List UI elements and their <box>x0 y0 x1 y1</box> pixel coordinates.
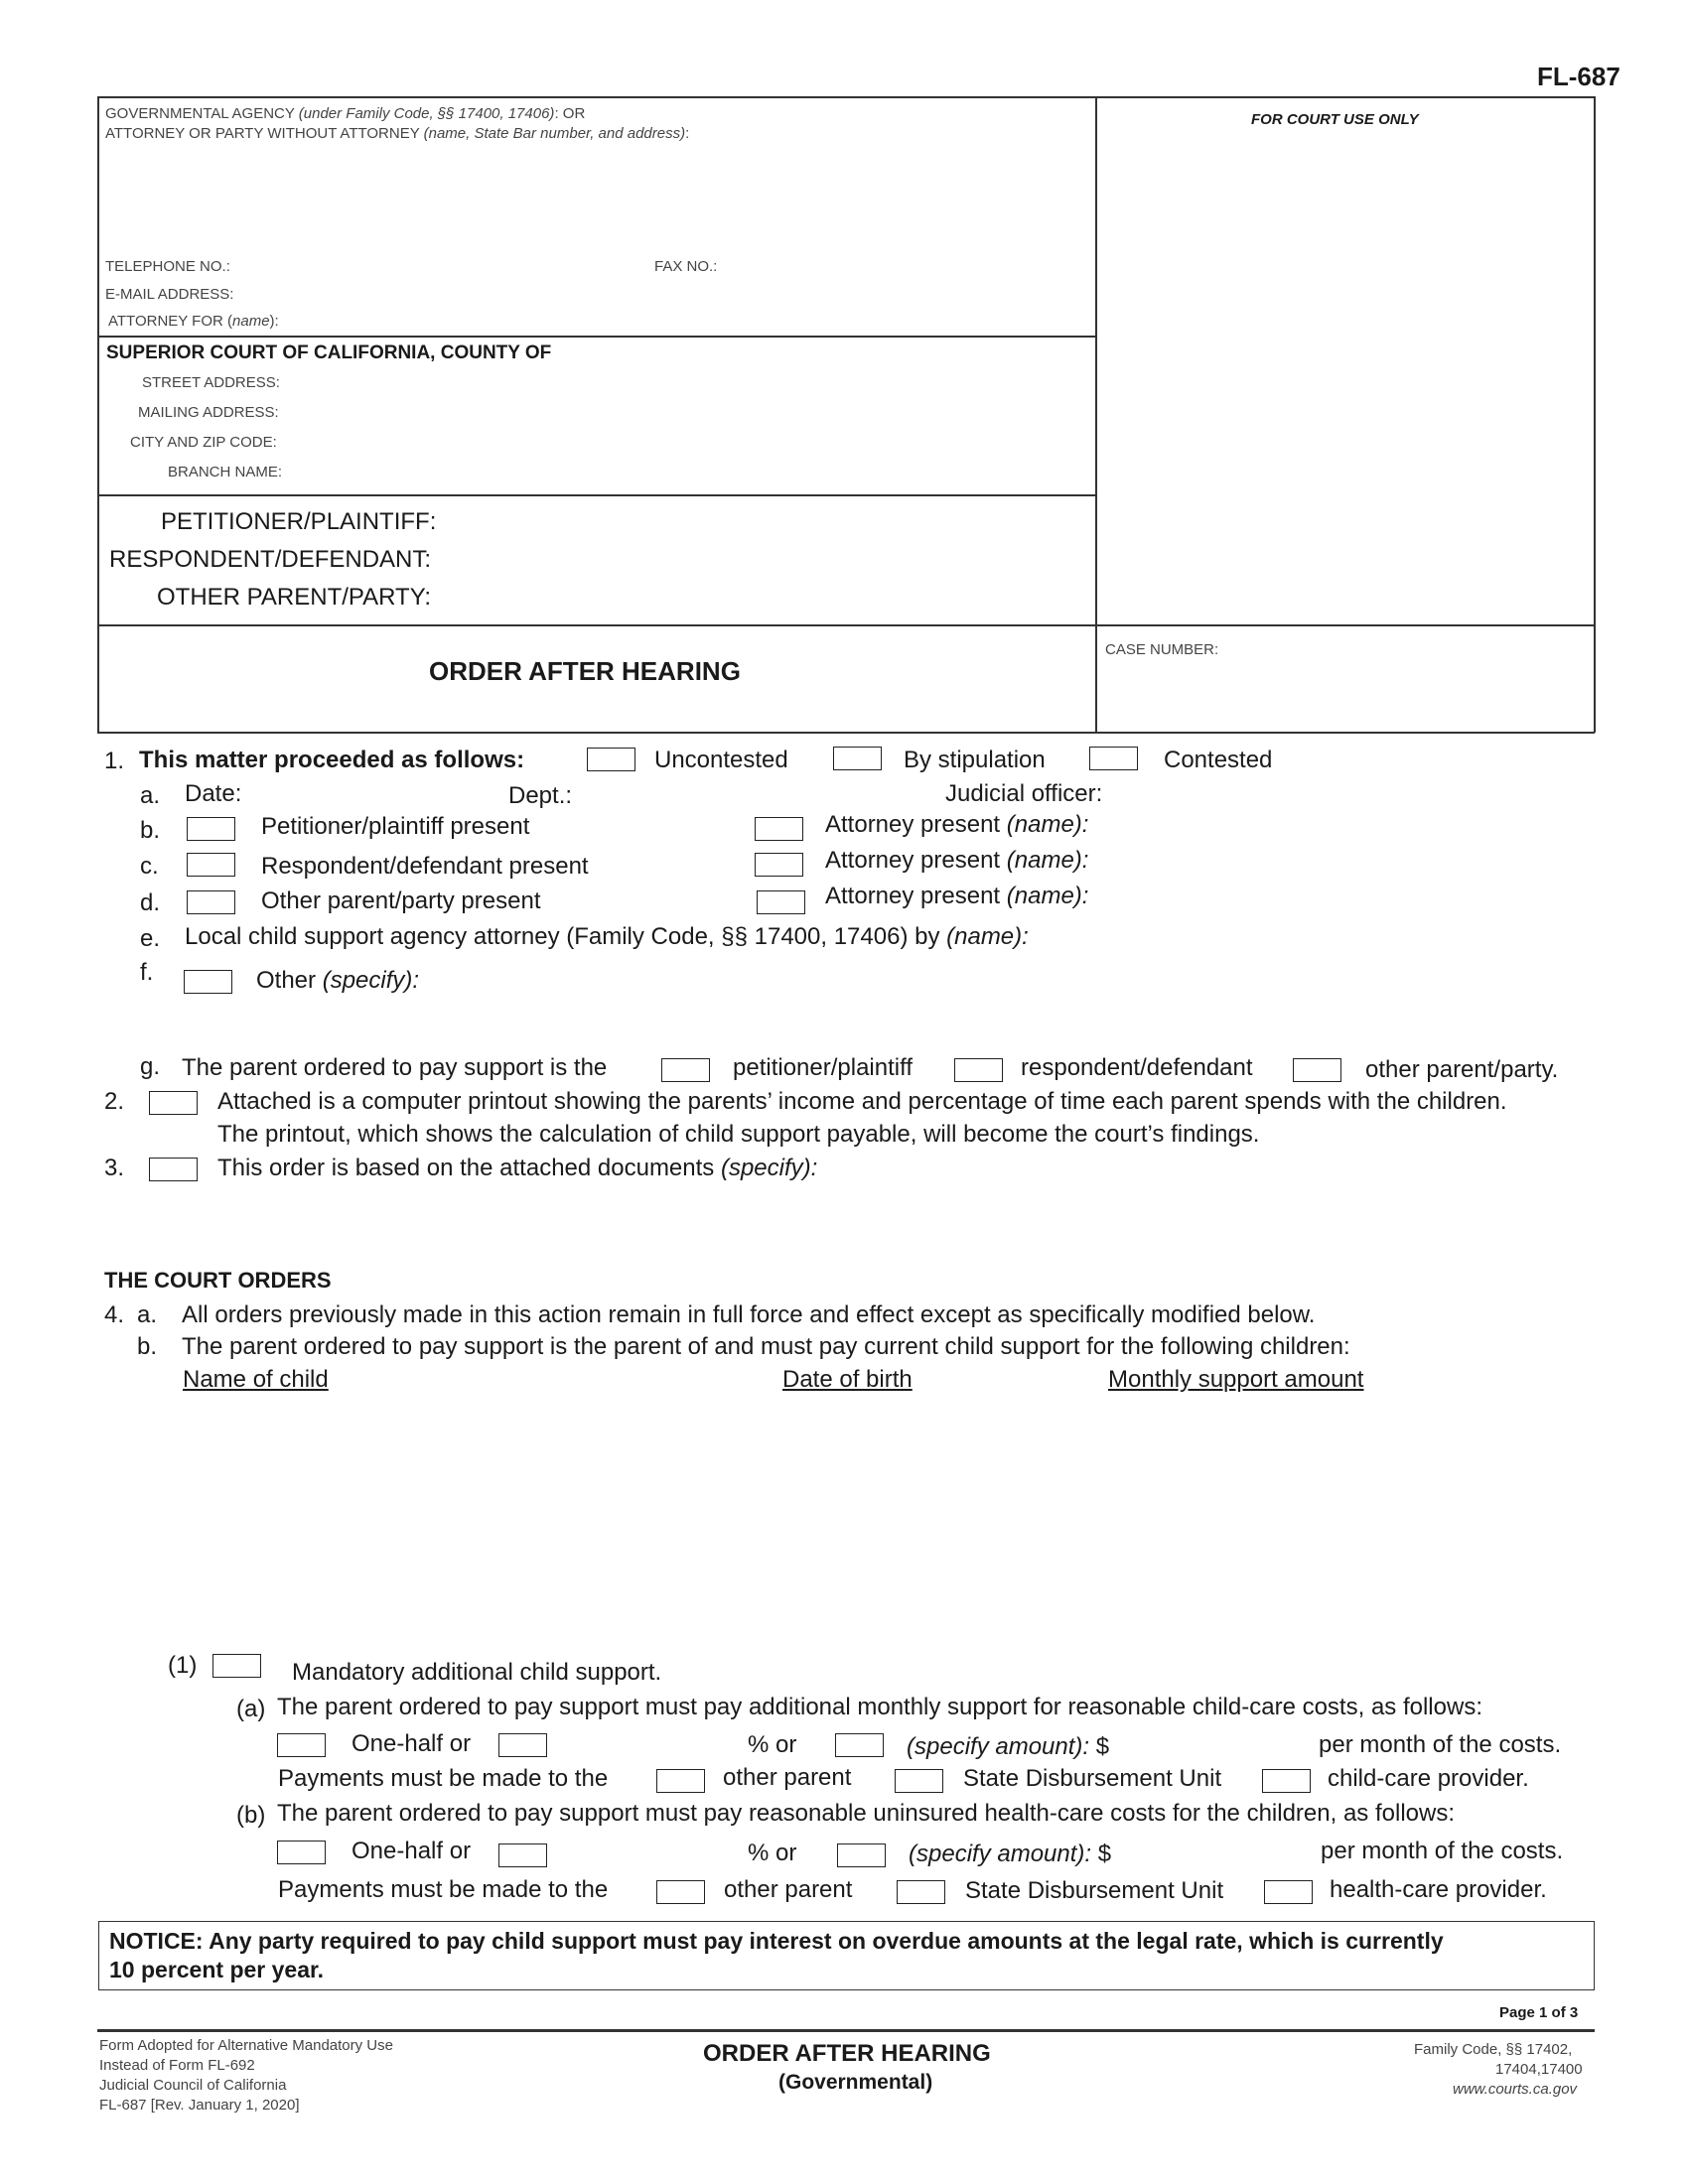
computer-printout-checkbox[interactable] <box>149 1091 198 1115</box>
caption-divider <box>1095 96 1097 733</box>
item1-label: This matter proceeded as follows: <box>139 747 525 773</box>
payor-petitioner-checkbox[interactable] <box>661 1058 710 1082</box>
footer-subtitle: (Governmental) <box>778 2071 933 2094</box>
printout-line1: Attached is a computer printout showing the parents’ income and percentage of time each parent spends with the children. <box>217 1088 1507 1115</box>
mandatory-additional-checkbox[interactable] <box>212 1654 261 1678</box>
email-label: E-MAIL ADDRESS: <box>105 286 234 303</box>
prior-orders-text: All orders previously made in this action remain in full force and effect except as specifically modified below. <box>182 1301 1316 1328</box>
healthcare-one-half-label: One-half or <box>352 1838 472 1864</box>
parties-box-bottom <box>97 624 1595 626</box>
mandatory-additional-label: Mandatory additional child support. <box>292 1659 662 1686</box>
healthcare-percent-label: % or <box>748 1840 797 1866</box>
printout-line2: The printout, which shows the calculation of child support payable, will become the court’s findings. <box>217 1121 1260 1148</box>
caption-top-border <box>97 96 1595 98</box>
respondent-present-checkbox[interactable] <box>187 853 235 877</box>
uncontested-label: Uncontested <box>654 747 788 773</box>
footer-rule <box>97 2029 1595 2032</box>
city-zip-label: CITY AND ZIP CODE: <box>130 434 277 451</box>
item2-number: 2. <box>104 1088 125 1115</box>
childcare-percent-label: % or <box>748 1731 797 1758</box>
attached-documents-label: This order is based on the attached documents (specify): <box>217 1155 818 1181</box>
item4a-letter: a. <box>137 1301 158 1328</box>
healthcare-provider-checkbox[interactable] <box>1264 1880 1313 1904</box>
judicial-officer-label: Judicial officer: <box>945 780 1103 807</box>
other-parent-present-label: Other parent/party present <box>261 887 541 914</box>
payor-other-parent-label: other parent/party. <box>1365 1056 1559 1083</box>
respondent-label: RESPONDENT/DEFENDANT: <box>109 546 432 573</box>
item1g-letter: g. <box>140 1053 161 1080</box>
payor-respondent-checkbox[interactable] <box>954 1058 1003 1082</box>
col-date-of-birth: Date of birth <box>782 1366 913 1393</box>
footer-title: ORDER AFTER HEARING <box>703 2040 991 2067</box>
childcare-percent-checkbox[interactable] <box>498 1733 547 1757</box>
street-address-label: STREET ADDRESS: <box>142 374 280 391</box>
item1a-letter: a. <box>140 782 161 809</box>
respondent-present-label: Respondent/defendant present <box>261 853 589 880</box>
childcare-per-month-label: per month of the costs. <box>1319 1731 1562 1758</box>
caption-right-border <box>1594 96 1596 733</box>
footer-instead: Instead of Form FL-692 <box>99 2057 255 2074</box>
item1f-letter: f. <box>140 959 154 986</box>
notice-line1: NOTICE: Any party required to pay child support must pay interest on overdue amounts at the legal rate, which is currently <box>109 1928 1444 1954</box>
healthcare-percent-checkbox[interactable] <box>498 1843 547 1867</box>
healthcare-one-half-checkbox[interactable] <box>277 1841 326 1864</box>
other-specify-checkbox[interactable] <box>184 970 232 994</box>
footer-revision: FL-687 [Rev. January 1, 2020] <box>99 2097 300 2114</box>
item1e-letter: e. <box>140 925 161 952</box>
contested-label: Contested <box>1164 747 1273 773</box>
healthcare-other-parent-checkbox[interactable] <box>656 1880 705 1904</box>
footer-code-1: Family Code, §§ 17402, <box>1414 2041 1573 2058</box>
lcsa-attorney-label: Local child support agency attorney (Family Code, §§ 17400, 17406) by (name): <box>185 923 1029 950</box>
childcare-amount-label: (specify amount): $ <box>907 1733 1110 1760</box>
caption-left-border <box>97 96 99 733</box>
respondent-attorney-checkbox[interactable] <box>755 853 803 877</box>
childcare-other-parent-label: other parent <box>723 1764 852 1791</box>
childcare-sdu-checkbox[interactable] <box>895 1769 943 1793</box>
uncontested-checkbox[interactable] <box>587 748 635 771</box>
healthcare-amount-label: (specify amount): $ <box>909 1841 1112 1867</box>
petitioner-present-checkbox[interactable] <box>187 817 235 841</box>
healthcare-per-month-label: per month of the costs. <box>1321 1838 1564 1864</box>
item4-number: 4. <box>104 1301 125 1328</box>
other-parent-label: OTHER PARENT/PARTY: <box>157 584 432 611</box>
fax-label: FAX NO.: <box>654 258 718 275</box>
item4-1b-letter: (b) <box>236 1802 266 1829</box>
court-orders-heading: THE COURT ORDERS <box>104 1268 332 1293</box>
attorney-box-bottom <box>97 336 1096 338</box>
childcare-provider-checkbox[interactable] <box>1262 1769 1311 1793</box>
healthcare-text: The parent ordered to pay support must pay reasonable uninsured health-care costs for the children, as follows: <box>277 1800 1455 1827</box>
item3-number: 3. <box>104 1155 125 1181</box>
childcare-text: The parent ordered to pay support must pay additional monthly support for reasonable child-care costs, as follows: <box>277 1694 1482 1720</box>
healthcare-other-parent-label: other parent <box>724 1876 853 1903</box>
attorney-for-label: ATTORNEY FOR (name): <box>108 313 279 330</box>
payor-respondent-label: respondent/defendant <box>1021 1054 1253 1081</box>
date-label: Date: <box>185 780 242 807</box>
childcare-sdu-label: State Disbursement Unit <box>963 1765 1222 1792</box>
childcare-amount-checkbox[interactable] <box>835 1733 884 1757</box>
contested-checkbox[interactable] <box>1089 747 1138 770</box>
form-title: ORDER AFTER HEARING <box>429 656 741 686</box>
petitioner-attorney-checkbox[interactable] <box>755 817 803 841</box>
case-number-label: CASE NUMBER: <box>1105 641 1219 658</box>
payor-petitioner-label: petitioner/plaintiff <box>733 1054 914 1081</box>
healthcare-payments-label: Payments must be made to the <box>278 1876 609 1903</box>
petitioner-present-label: Petitioner/plaintiff present <box>261 813 530 840</box>
other-parent-attorney-label: Attorney present (name): <box>825 883 1089 909</box>
item4-1a-letter: (a) <box>236 1696 266 1722</box>
footer-code-2: 17404,17400 <box>1495 2061 1583 2078</box>
col-monthly-amount: Monthly support amount <box>1108 1366 1364 1393</box>
healthcare-amount-checkbox[interactable] <box>837 1843 886 1867</box>
childcare-one-half-checkbox[interactable] <box>277 1733 326 1757</box>
footer-website: www.courts.ca.gov <box>1453 2081 1578 2098</box>
childcare-one-half-label: One-half or <box>352 1730 472 1757</box>
page-number: Page 1 of 3 <box>1499 2004 1579 2021</box>
other-specify-label: Other (specify): <box>256 967 420 994</box>
stipulation-label: By stipulation <box>904 747 1046 773</box>
current-support-text: The parent ordered to pay support is the parent of and must pay current child support for the following children: <box>182 1333 1350 1360</box>
childcare-payments-label: Payments must be made to the <box>278 1765 609 1792</box>
footer-adopted: Form Adopted for Alternative Mandatory Use <box>99 2037 393 2054</box>
stipulation-checkbox[interactable] <box>833 747 882 770</box>
court-box-bottom <box>97 494 1096 496</box>
notice-line2: 10 percent per year. <box>109 1957 325 1982</box>
col-name-of-child: Name of child <box>183 1366 329 1393</box>
court-use-label: FOR COURT USE ONLY <box>1251 111 1419 128</box>
healthcare-sdu-checkbox[interactable] <box>897 1880 945 1904</box>
agency-label-line2: ATTORNEY OR PARTY WITHOUT ATTORNEY (name, State Bar number, and address): <box>105 125 690 142</box>
agency-label-line1: GOVERNMENTAL AGENCY (under Family Code, §§ 17400, 17406): OR <box>105 105 586 122</box>
item1-number: 1. <box>104 748 125 774</box>
childcare-other-parent-checkbox[interactable] <box>656 1769 705 1793</box>
dept-label: Dept.: <box>508 782 573 809</box>
item4-1-number: (1) <box>168 1652 198 1679</box>
petitioner-attorney-label: Attorney present (name): <box>825 811 1089 838</box>
healthcare-sdu-label: State Disbursement Unit <box>965 1877 1224 1904</box>
item4b-letter: b. <box>137 1333 158 1360</box>
petitioner-label: PETITIONER/PLAINTIFF: <box>161 508 437 535</box>
caption-bottom-border <box>97 732 1595 734</box>
respondent-attorney-label: Attorney present (name): <box>825 847 1089 874</box>
childcare-provider-label: child-care provider. <box>1328 1765 1529 1792</box>
item1d-letter: d. <box>140 889 161 916</box>
branch-name-label: BRANCH NAME: <box>168 464 283 480</box>
form-number: FL-687 <box>1537 62 1620 91</box>
parent-ordered-label: The parent ordered to pay support is the <box>182 1054 608 1081</box>
other-parent-present-checkbox[interactable] <box>187 890 235 914</box>
other-parent-attorney-checkbox[interactable] <box>757 890 805 914</box>
attached-documents-checkbox[interactable] <box>149 1158 198 1181</box>
footer-council: Judicial Council of California <box>99 2077 287 2094</box>
item1c-letter: c. <box>140 853 159 880</box>
court-title: SUPERIOR COURT OF CALIFORNIA, COUNTY OF <box>106 342 552 363</box>
mailing-address-label: MAILING ADDRESS: <box>138 404 279 421</box>
telephone-label: TELEPHONE NO.: <box>105 258 230 275</box>
healthcare-provider-label: health-care provider. <box>1330 1876 1547 1903</box>
item1b-letter: b. <box>140 817 161 844</box>
payor-other-parent-checkbox[interactable] <box>1293 1058 1341 1082</box>
